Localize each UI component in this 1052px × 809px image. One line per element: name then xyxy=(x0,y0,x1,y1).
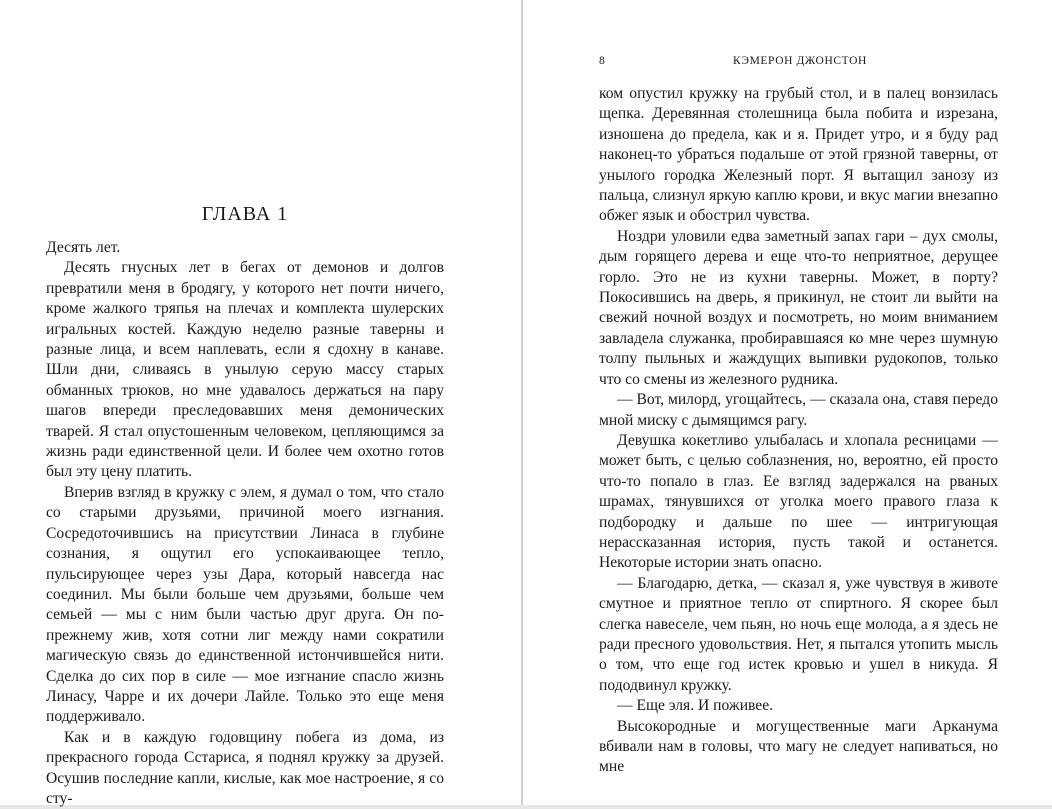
paragraph: Десять гнусных лет в бегах от демонов и долгов превратили меня в бродягу, у которого нет почти ничего, кроме жалкого тряпья на плечах и комплекта шулерских игральных костей. Каждую неделю разные таверны и разные лица, и всем наплевать, если я сдохну в канаве. Шли дни, сливаясь в унылую серую массу старых обманных трюков, но мне удавалось держаться на пару шагов впереди преследовавших меня демонических тварей. Я стал опустошенным человеком, цепляющимся за жизнь ради единственной цели. И более чем охотно готов был эту цену платить. xyxy=(46,259,444,481)
chapter-title: ГЛАВА 1 xyxy=(201,203,289,225)
left-page xyxy=(0,0,521,805)
left-page-text xyxy=(46,238,444,809)
paragraph: — Вот, милорд, угощайтесь, — сказала она, ставя передо мной миску с дымящимся рагу. xyxy=(599,391,998,429)
paragraph: Высокородные и могущественные маги Арканума вбивали нам в головы, что магу не следует напиваться, но мне xyxy=(599,717,998,776)
paragraph: Как и в каждую годовщину побега из дома, из прекрасного города Сстариса, я поднял кружку за друзей. Осушив последние капли, кислые, как мое настроение, я со сту- xyxy=(46,728,444,807)
paragraph: Ноздри уловили едва заметный запах гари – дух смолы, дым горящего дерева и еще что-то неприятное, дерущее горло. Это не из кухни таверны. Может, в порту? Покосившись на дверь, я прикинул, не стоит ли выйти на свежий ночной воздух и посмотреть, но моим вниманием завладела служанка, пробиравшаяся ко мне через шумную толпу пыльных и жаждущих выпивки рудокопов, только что со смены из железного рудника. xyxy=(599,227,998,388)
right-page xyxy=(523,0,1052,805)
running-head-author: КЭМЕРОН ДЖОНСТОН xyxy=(733,55,867,67)
page-number: 8 xyxy=(599,55,606,67)
right-page-text xyxy=(599,84,998,778)
paragraph: Девушка кокетливо улыбалась и хлопала ресницами — может быть, с целью соблазнения, но, вероятно, ей просто что-то попало в глаз. Ее взгляд задержался на рваных шрамах, тянувшихся от уголка моего правого глаза к подбородку и дальше по шее — интригующая нерассказанная история, пусть такой и останется. Некоторые истории знать опасно. xyxy=(599,431,998,572)
paragraph: Вперив взгляд в кружку с элем, я думал о том, что стало со старыми друзьями, причиной моего изгнания. Сосредоточившись на присутствии Линаса в глубине сознания, я ощутил его успокаивающее тепло, пульсирующее через узы Дара, который навсегда нас соединил. Мы были больше чем друзьями, больше чем семьей — мы с ним были частью друг друга. Он по-прежнему жив, хотя сотни лиг между нами сократили магическую связь до единственной истончившейся нити. Сделка до сих пор в силе — мое изгнание спасло жизнь Линасу, Чарре и их дочери Лайле. Только это еще меня поддерживало. xyxy=(46,483,444,726)
paragraph: ком опустил кружку на грубый стол, и в палец вонзилась щепка. Деревянная столешница была побита и изрезана, изношена до предела, как и я. Придет утро, и я буду рад наконец-то убраться подальше от этой грязной таверны, от унылого городка Железный порт. Я вытащил занозу из пальца, слизнул яркую каплю крови, и вкус магии внезапно обжег язык и обострил чувства. xyxy=(599,85,998,225)
paragraph: Десять лет. xyxy=(46,239,121,256)
paragraph: — Еще эля. И поживее. xyxy=(617,697,774,715)
paragraph: — Благодарю, детка, — сказал я, уже чувствуя в животе смутное и приятное тепло от спиртного. Я скорее был слегка навеселе, чем пьян, но ночь еще молода, а я здесь не ради пресного удовольствия. Нет, я пытался утопить мысль о том, что еще год истек кровью и ушел в никуда. Я пододвинул кружку. xyxy=(599,574,998,694)
